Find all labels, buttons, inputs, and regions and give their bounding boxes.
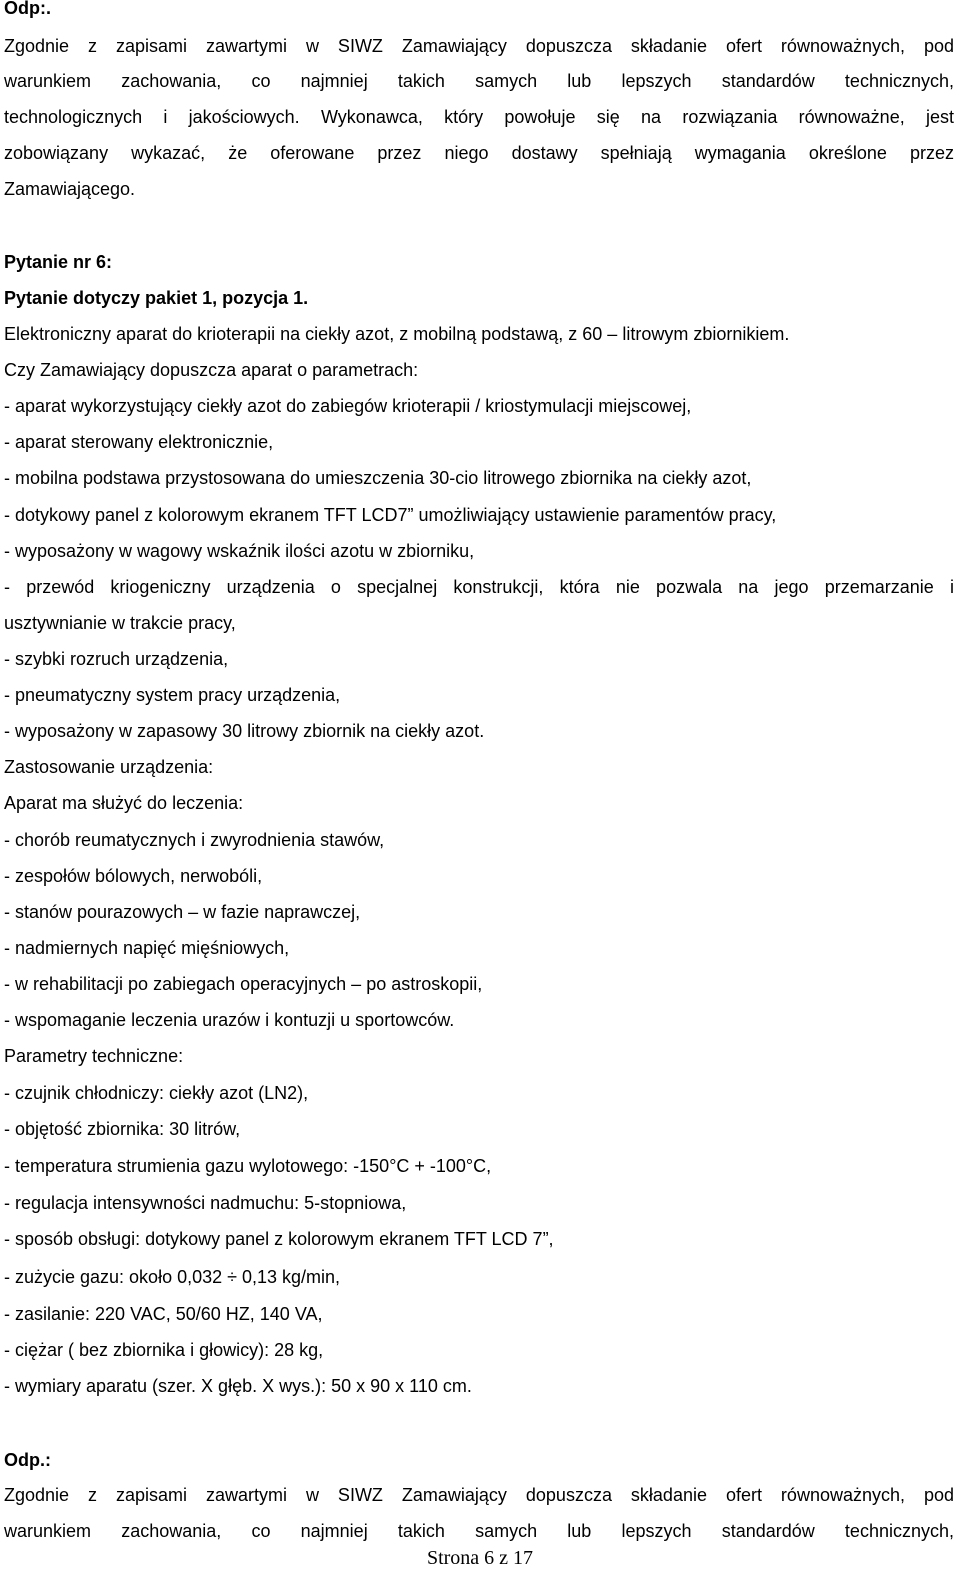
- feature-item: - pneumatyczny system pracy urządzenia,: [4, 685, 341, 705]
- feature-item: - wyposażony w wagowy wskaźnik ilości azotu w zbiorniku,: [4, 541, 475, 561]
- param-item: - objętość zbiornika: 30 litrów,: [4, 1119, 241, 1139]
- feature-item: - aparat wykorzystujący ciekły azot do zabiegów krioterapii / kriostymulacji miejscowej,: [4, 396, 692, 416]
- answer-line: warunkiem zachowania, co najmniej takich samych lub lepszych standardów technicznych,: [4, 1521, 954, 1541]
- feature-item: - szybki rozruch urządzenia,: [4, 649, 229, 669]
- feature-item: - dotykowy panel z kolorowym ekranem TFT LCD7” umożliwiający ustawienie paramentów pracy,: [4, 505, 777, 525]
- param-item: - regulacja intensywności nadmuchu: 5-stopniowa,: [4, 1193, 407, 1213]
- feature-item: - przewód kriogeniczny urządzenia o specjalnej konstrukcji, która nie pozwala na jego przemarzanie i: [4, 577, 954, 597]
- device-description: Elektroniczny aparat do krioterapii na ciekły azot, z mobilną podstawą, z 60 – litrowym zbiornikiem.: [4, 324, 790, 344]
- params-heading: Parametry techniczne:: [4, 1046, 184, 1066]
- usage-item: - zespołów bólowych, nerwobóli,: [4, 866, 263, 886]
- answer-line: Zamawiającego.: [4, 179, 136, 199]
- feature-item: - mobilna podstawa przystosowana do umieszczenia 30-cio litrowego zbiornika na ciekły azot,: [4, 468, 752, 488]
- usage-item: - nadmiernych napięć mięśniowych,: [4, 938, 290, 958]
- answer-heading: Odp:.: [4, 0, 51, 18]
- question-title: Pytanie nr 6:: [4, 252, 113, 272]
- param-item: - czujnik chłodniczy: ciekły azot (LN2),: [4, 1083, 309, 1103]
- param-item: - wymiary aparatu (szer. X głęb. X wys.): 50 x 90 x 110 cm.: [4, 1376, 472, 1396]
- question-intro: Czy Zamawiający dopuszcza aparat o parametrach:: [4, 360, 419, 380]
- usage-item: - chorób reumatycznych i zwyrodnienia stawów,: [4, 830, 385, 850]
- param-item: - temperatura strumienia gazu wylotowego: -150°C + -100°C,: [4, 1156, 492, 1176]
- answer-line: warunkiem zachowania, co najmniej takich samych lub lepszych standardów technicznych,: [4, 71, 954, 91]
- feature-item: - aparat sterowany elektronicznie,: [4, 432, 274, 452]
- question-subject: Pytanie dotyczy pakiet 1, pozycja 1.: [4, 288, 309, 308]
- param-item: - zasilanie: 220 VAC, 50/60 HZ, 140 VA,: [4, 1304, 323, 1324]
- param-item: - sposób obsługi: dotykowy panel z kolorowym ekranem TFT LCD 7”,: [4, 1229, 554, 1249]
- answer-line: zobowiązany wykazać, że oferowane przez niego dostawy spełniają wymagania określone przez: [4, 143, 954, 163]
- usage-item: - w rehabilitacji po zabiegach operacyjnych – po astroskopii,: [4, 974, 483, 994]
- answer-heading: Odp.:: [4, 1450, 51, 1470]
- usage-item: - wspomaganie leczenia urazów i kontuzji u sportowców.: [4, 1010, 455, 1030]
- answer-line: Zgodnie z zapisami zawartymi w SIWZ Zamawiający dopuszcza składanie ofert równoważnych, pod: [4, 36, 954, 56]
- feature-item: usztywnianie w trakcie pracy,: [4, 613, 236, 633]
- usage-item: - stanów pourazowych – w fazie naprawczej,: [4, 902, 361, 922]
- feature-item: - wyposażony w zapasowy 30 litrowy zbiornik na ciekły azot.: [4, 721, 485, 741]
- answer-line: Zgodnie z zapisami zawartymi w SIWZ Zamawiający dopuszcza składanie ofert równoważnych, pod: [4, 1485, 954, 1505]
- usage-heading: Zastosowanie urządzenia:: [4, 757, 214, 777]
- answer-line: technologicznych i jakościowych. Wykonawca, który powołuje się na rozwiązania równoważne, jest: [4, 107, 954, 127]
- page-number: Strona 6 z 17: [426, 1547, 534, 1569]
- param-item: - ciężar ( bez zbiornika i głowicy): 28 kg,: [4, 1340, 324, 1360]
- param-item: - zużycie gazu: około 0,032 ÷ 0,13 kg/min,: [4, 1267, 341, 1287]
- usage-intro: Aparat ma służyć do leczenia:: [4, 793, 244, 813]
